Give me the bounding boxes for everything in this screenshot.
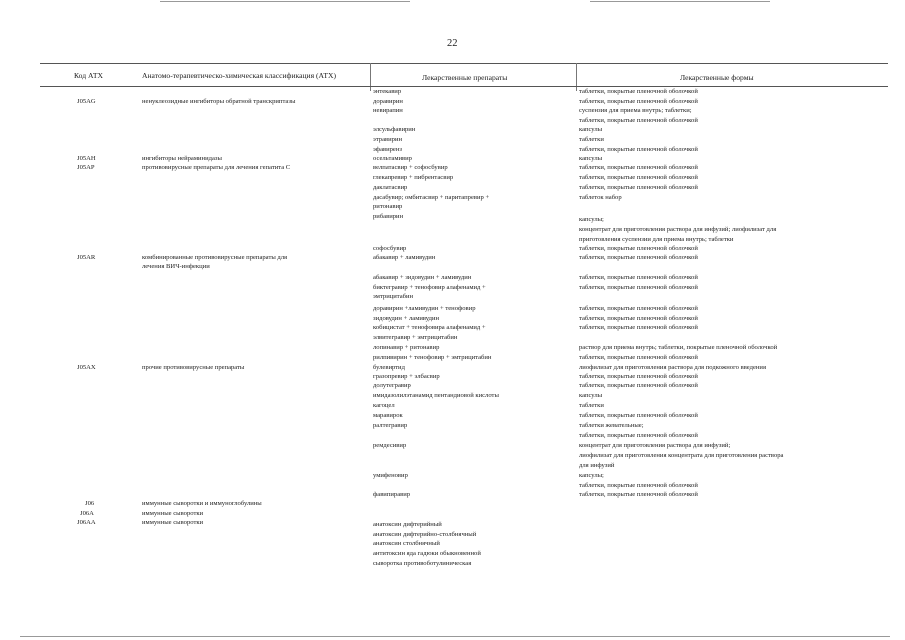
drug-name: абакавир + ламивудин (373, 254, 436, 261)
dosage-form: таблетки, покрытые пленочной оболочкой (579, 174, 698, 181)
dosage-form: для инфузий (579, 462, 615, 469)
dosage-form: таблетки, покрытые пленочной оболочкой (579, 274, 698, 281)
dosage-form: суспензия для приема внутрь; таблетки; (579, 107, 692, 114)
dosage-form: таблетки, покрытые пленочной оболочкой (579, 117, 698, 124)
drug-name: маравирок (373, 412, 403, 419)
bottom-rule (20, 636, 890, 637)
atc-code: J05AX (77, 364, 96, 371)
drug-name: ритонавир (373, 203, 403, 210)
dosage-form: таблетки, покрытые пленочной оболочкой (579, 254, 698, 261)
drug-name: анатоксин столбнячный (373, 540, 440, 547)
dosage-form: таблетки, покрытые пленочной оболочкой (579, 482, 698, 489)
drug-name: этравирин (373, 136, 403, 143)
drug-name: сыворотка противоботулиническая (373, 560, 472, 567)
atc-code: J05AR (77, 254, 96, 261)
drug-name: булевиртид (373, 364, 405, 371)
atc-class-name: лечения ВИЧ-инфекции (142, 263, 210, 270)
drug-name: абакавир + зидовудин + ламивудин (373, 274, 472, 281)
drug-name: доравирин (373, 98, 403, 105)
dosage-form: капсулы (579, 392, 603, 399)
dosage-form: лиофилизат для приготовления раствора для подкожного введения (579, 364, 766, 371)
dosage-form: таблетки, покрытые пленочной оболочкой (579, 432, 698, 439)
dosage-form: таблеток набор (579, 194, 622, 201)
dosage-form: таблетки, покрытые пленочной оболочкой (579, 164, 698, 171)
dosage-form: таблетки, покрытые пленочной оболочкой (579, 382, 698, 389)
dosage-form: концентрат для приготовления раствора для инфузий; лиофилизат для (579, 226, 777, 233)
drug-name: рилпивирин + тенофовир + эмтрицитабин (373, 354, 492, 361)
table-header-top-rule (40, 63, 888, 64)
drug-name: гразопревир + элбасвир (373, 373, 440, 380)
drug-name: рибавирин (373, 213, 404, 220)
atc-class-name: противовирусные препараты для лечения гепатита C (142, 164, 291, 171)
dosage-form: таблетки, покрытые пленочной оболочкой (579, 373, 698, 380)
dosage-form: раствор для приема внутрь; таблетки, покрытые пленочной оболочкой (579, 344, 778, 351)
dosage-form: лиофилизат для приготовления концентрата для приготовления раствора (579, 452, 784, 459)
atc-class-name: прочие противовирусные препараты (142, 364, 245, 371)
drug-name: глекапревир + пибрентасвир (373, 174, 454, 181)
dosage-form: капсулы (579, 126, 603, 133)
atc-code: J05AH (77, 155, 96, 162)
drug-name: фавипиравир (373, 491, 411, 498)
dosage-form: капсулы; (579, 472, 604, 479)
dosage-form: таблетки, покрытые пленочной оболочкой (579, 146, 698, 153)
atc-code: J06A (80, 510, 94, 517)
top-rule-right (590, 1, 770, 2)
drug-name: осельтамивир (373, 155, 412, 162)
drug-name: элвитегравир + эмтрицитабин (373, 334, 458, 341)
dosage-form: таблетки жевательные; (579, 422, 644, 429)
drug-name: кагоцел (373, 402, 395, 409)
atc-code: J06 (85, 500, 95, 507)
header-code: Код АТХ (74, 71, 103, 80)
drug-name: анатоксин дифтерийно-столбнячный (373, 531, 477, 538)
dosage-form: концентрат для приготовления раствора для инфузий; (579, 442, 731, 449)
atc-code: J05AG (77, 98, 96, 105)
drug-name: антитоксин яда гадюки обыкновенной (373, 550, 481, 557)
header-drugs: Лекарственные препараты (422, 73, 508, 82)
drug-name: эфавиренз (373, 146, 402, 153)
dosage-form: таблетки (579, 402, 604, 409)
dosage-form: таблетки, покрытые пленочной оболочкой (579, 184, 698, 191)
dosage-form: таблетки, покрытые пленочной оболочкой (579, 245, 698, 252)
dosage-form: таблетки, покрытые пленочной оболочкой (579, 98, 698, 105)
drug-name: эмтрицитабин (373, 293, 414, 300)
drug-name: элсульфавирин (373, 126, 416, 133)
drug-name: энтекавир (373, 88, 402, 95)
drug-name: ралтегравир (373, 422, 408, 429)
drug-name: невирапин (373, 107, 403, 114)
drug-name: велпатасвир + софосбувир (373, 164, 448, 171)
atc-class-name: ингибиторы нейраминидазы (142, 155, 222, 162)
drug-name: имидазолилэтанамид пентандиовой кислоты (373, 392, 499, 399)
atc-class-name: иммунные сыворотки и иммуноглобулины (142, 500, 262, 507)
dosage-form: таблетки, покрытые пленочной оболочкой (579, 88, 698, 95)
dosage-form: таблетки, покрытые пленочной оболочкой (579, 284, 698, 291)
dosage-form: таблетки, покрытые пленочной оболочкой (579, 412, 698, 419)
drug-name: анатоксин дифтерийный (373, 521, 442, 528)
drug-name: кобицистат + тенофовира алафенамид + (373, 324, 486, 331)
drug-name: ремдесивир (373, 442, 407, 449)
drug-name: дасабувир; омбитасвир + паритапревир + (373, 194, 490, 201)
drug-name: лопинавир + ритонавир (373, 344, 440, 351)
atc-class-name: комбинированные противовирусные препараты для (142, 254, 288, 261)
dosage-form: таблетки, покрытые пленочной оболочкой (579, 354, 698, 361)
drug-name: умифеновир (373, 472, 408, 479)
header-classification: Анатомо-терапевтическо-химическая классификация (АТХ) (142, 71, 336, 80)
drug-name: зидовудин + ламивудин (373, 315, 440, 322)
table-header-bottom-rule (40, 86, 888, 87)
drug-name: биктегравир + тенофовир алафенамид + (373, 284, 486, 291)
top-rule (160, 1, 410, 2)
dosage-form: капсулы; (579, 216, 604, 223)
atc-class-name: иммунные сыворотки (142, 519, 204, 526)
drug-name: доравирин +ламивудин + тенофовир (373, 305, 476, 312)
dosage-form: таблетки, покрытые пленочной оболочкой (579, 315, 698, 322)
page-number: 22 (447, 38, 458, 49)
drug-name: долутегравир (373, 382, 411, 389)
dosage-form: таблетки, покрытые пленочной оболочкой (579, 324, 698, 331)
dosage-form: таблетки (579, 136, 604, 143)
dosage-form: приготовления суспензии для приема внутрь; таблетки (579, 236, 734, 243)
atc-code: J06AA (77, 519, 96, 526)
drug-name: даклатасвир (373, 184, 408, 191)
dosage-form: таблетки, покрытые пленочной оболочкой (579, 491, 698, 498)
atc-code: J05AP (77, 164, 95, 171)
atc-class-name: иммунные сыворотки (142, 510, 204, 517)
dosage-form: капсулы (579, 155, 603, 162)
dosage-form: таблетки, покрытые пленочной оболочкой (579, 305, 698, 312)
drug-name: софосбувир (373, 245, 407, 252)
atc-class-name: ненуклеозидные ингибиторы обратной транскриптазы (142, 98, 296, 105)
header-forms: Лекарственные формы (680, 73, 754, 82)
